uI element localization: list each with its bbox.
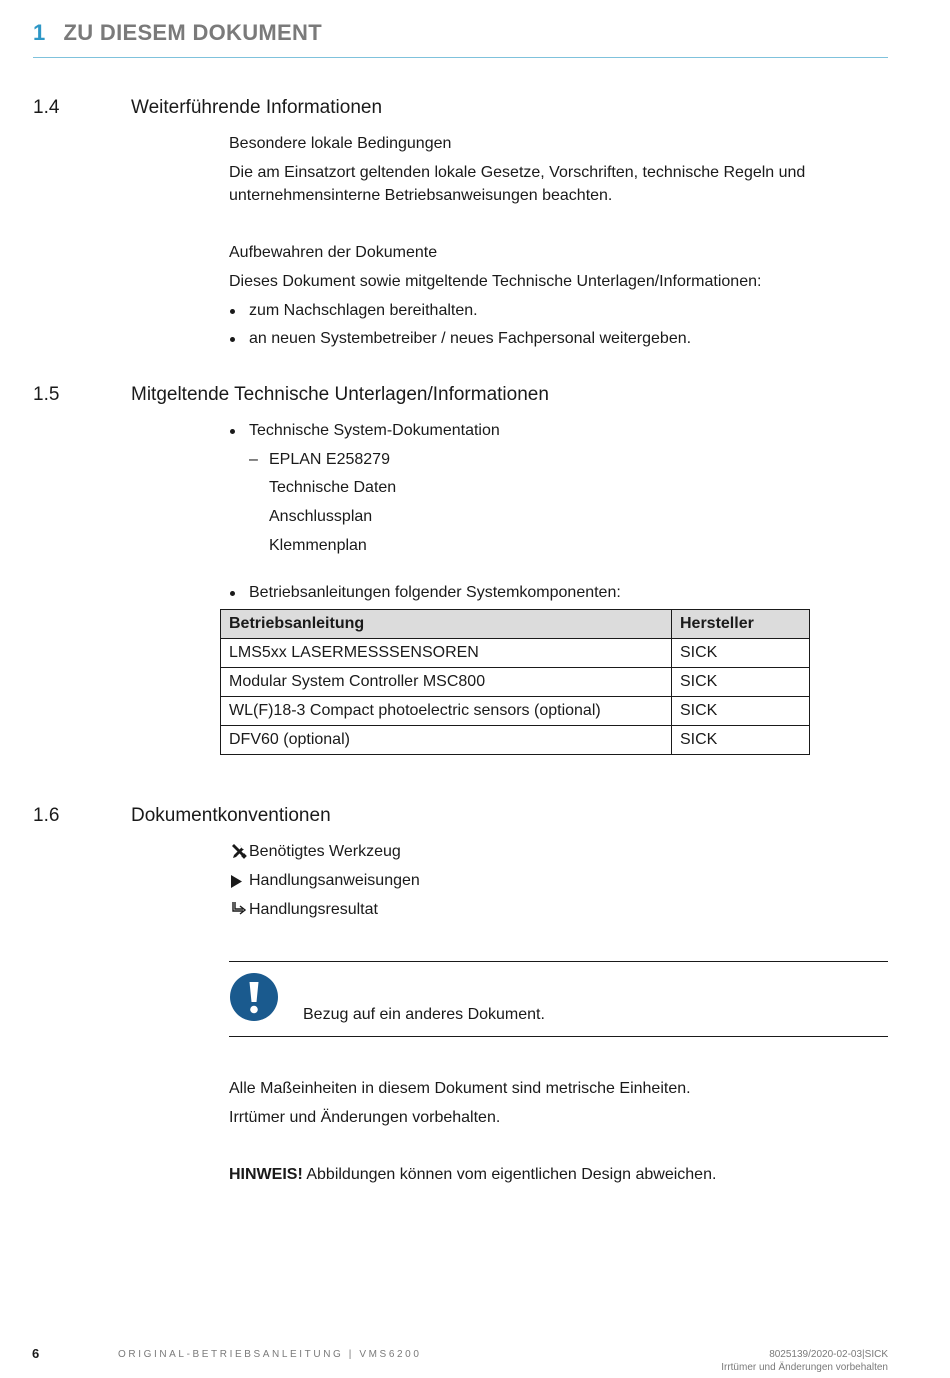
components-table xyxy=(220,609,810,755)
hinweis-label: HINWEIS! xyxy=(229,1166,303,1183)
dash-item: EPLAN E258279 xyxy=(269,451,390,468)
table-cell: DFV60 (optional) xyxy=(221,726,672,755)
footer-doc-title: ORIGINAL-BETRIEBSANLEITUNG | VMS6200 xyxy=(118,1349,422,1360)
table-cell: Modular System Controller MSC800 xyxy=(221,668,672,697)
footer-disclaimer: Irrtümer und Änderungen vorbehalten xyxy=(721,1362,888,1373)
table-row xyxy=(221,668,810,697)
footer-doc-id: 8025139/2020-02-03|SICK xyxy=(769,1349,888,1360)
section-1-5-number: 1.5 xyxy=(33,384,60,405)
exclamation-circle-icon xyxy=(230,973,278,1026)
page-number: 6 xyxy=(32,1346,40,1361)
table-cell: LMS5xx LASERMESSSENSOREN xyxy=(221,639,672,668)
notice-bottom-rule xyxy=(229,1036,888,1037)
result-arrow-icon xyxy=(231,901,246,922)
table-cell: SICK xyxy=(672,668,810,697)
bullet-item: Betriebsanleitungen folgender Systemkomponenten: xyxy=(249,581,621,605)
section-1-4-title: Weiterführende Informationen xyxy=(131,97,383,118)
paragraph-line: Irrtümer und Änderungen vorbehalten. xyxy=(229,1109,501,1126)
notice-text: Bezug auf ein anderes Dokument. xyxy=(303,1006,545,1023)
hinweis-paragraph xyxy=(229,1163,716,1187)
dash-mark: – xyxy=(249,451,258,468)
table-row xyxy=(221,639,810,668)
sub-item: Anschlussplan xyxy=(269,508,373,525)
hinweis-text: Abbildungen können vom eigentlichen Design abweichen. xyxy=(302,1166,717,1183)
tools-icon xyxy=(230,843,247,865)
bullet-item: zum Nachschlagen bereithalten. xyxy=(249,299,478,323)
notice-top-rule xyxy=(229,961,888,962)
convention-label: Handlungsanweisungen xyxy=(249,872,420,889)
chapter-number: 1 xyxy=(33,20,46,45)
paragraph-line: Alle Maßeinheiten in diesem Dokument sind metrische Einheiten. xyxy=(229,1080,691,1097)
section-1-6-number: 1.6 xyxy=(33,805,60,826)
sub-item: Klemmenplan xyxy=(269,537,367,554)
convention-label: Handlungsresultat xyxy=(249,901,378,918)
bullet-item: Technische System-Dokumentation xyxy=(249,419,500,443)
table-header-cell: Betriebsanleitung xyxy=(221,610,672,639)
sub-heading-document-storage: Aufbewahren der Dokumente xyxy=(229,244,438,261)
bullet-item: an neuen Systembetreiber / neues Fachpersonal weitergeben. xyxy=(249,327,691,351)
paragraph-line: Die am Einsatzort geltenden lokale Gesetze, Vorschriften, technische Regeln und xyxy=(229,164,806,181)
table-header-row xyxy=(221,610,810,639)
sub-item: Technische Daten xyxy=(269,479,397,496)
section-1-6-title: Dokumentkonventionen xyxy=(131,805,331,826)
table-cell: SICK xyxy=(672,726,810,755)
table-cell: SICK xyxy=(672,697,810,726)
play-triangle-icon xyxy=(231,875,243,893)
section-1-5-title: Mitgeltende Technische Unterlagen/Informationen xyxy=(131,384,549,405)
convention-label: Benötigtes Werkzeug xyxy=(249,843,401,860)
table-header-cell: Hersteller xyxy=(672,610,810,639)
table-cell: SICK xyxy=(672,639,810,668)
chapter-title: ZU DIESEM DOKUMENT xyxy=(63,20,322,45)
sub-heading-local-conditions: Besondere lokale Bedingungen xyxy=(229,135,452,152)
section-1-4-number: 1.4 xyxy=(33,97,60,118)
table-cell: WL(F)18-3 Compact photoelectric sensors (optional) xyxy=(221,697,672,726)
table-row xyxy=(221,726,810,755)
header-divider xyxy=(33,57,888,58)
table-row xyxy=(221,697,810,726)
paragraph-line: unternehmensinterne Betriebsanweisungen beachten. xyxy=(229,187,613,204)
paragraph-line: Dieses Dokument sowie mitgeltende Technische Unterlagen/Informationen: xyxy=(229,273,762,290)
chapter-header xyxy=(33,20,322,46)
